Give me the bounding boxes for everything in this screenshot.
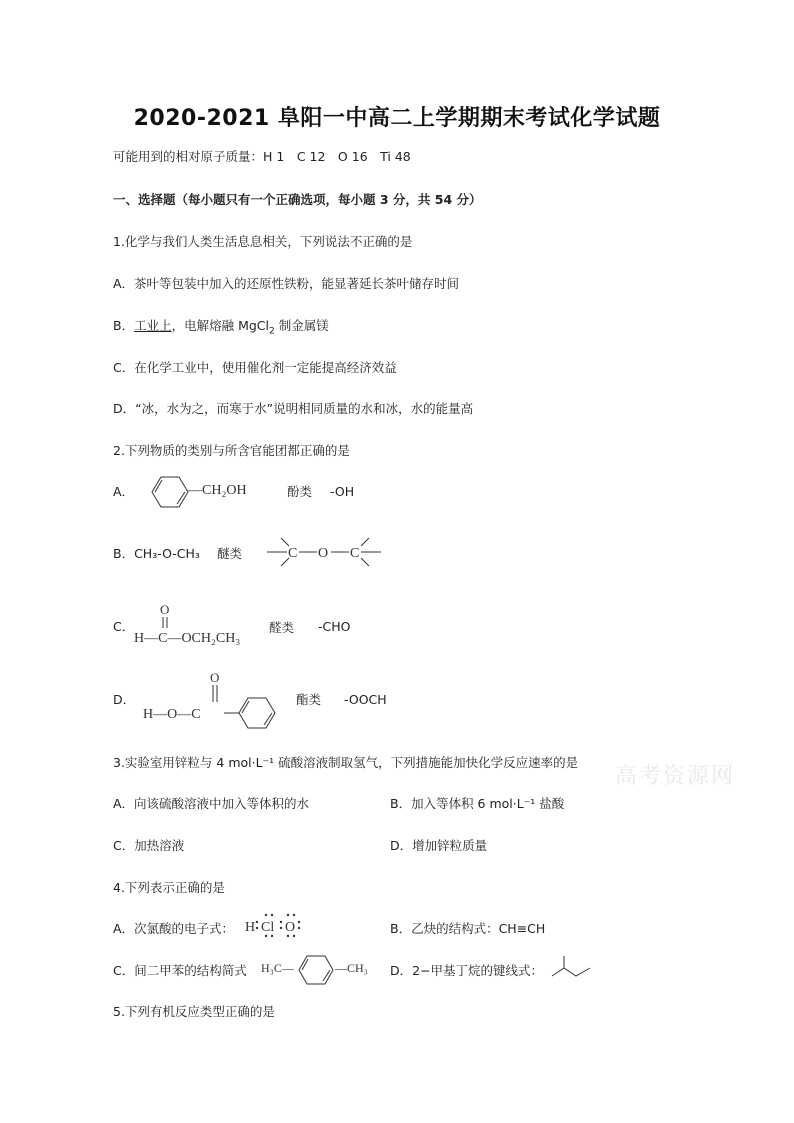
option-b: B．加入等体积 6 mol·L⁻¹ 盐酸 <box>390 796 565 811</box>
oxygen-atom: O <box>318 546 329 561</box>
oxygen-atom: O <box>160 602 170 617</box>
functional-group: -CHO <box>318 619 351 634</box>
class-label: 酚类 <box>287 484 313 499</box>
question-stem: 4.下列表示正确的是 <box>113 880 225 895</box>
class-label: 酯类 <box>296 692 322 707</box>
methyl-left: H₃C— <box>261 961 294 975</box>
option-a-label: A． <box>113 484 135 499</box>
option-b <box>113 320 329 337</box>
question-stem: 2.下列物质的类别与所含官能团都正确的是 <box>113 443 350 458</box>
functional-group: -OOCH <box>344 692 387 707</box>
oxygen-atom: O <box>210 670 220 685</box>
option-c: C．在化学工业中，使用催化剂一定能提高经济效益 <box>113 360 397 375</box>
option-d: D．“冰，水为之，而寒于水”说明相同质量的水和冰，水的能量高 <box>113 401 474 416</box>
section-heading: 一、选择题（每小题只有一个正确选项，每小题 3 分，共 54 分） <box>113 192 482 207</box>
ether-structure <box>265 527 385 577</box>
formula-main: H—O—C <box>143 707 201 722</box>
option-text: ，电解熔融 MgCl <box>171 318 269 333</box>
option-a: A．向该硫酸溶液中加入等体积的水 <box>113 796 310 811</box>
page-title: 2020-2021 阜阳一中高二上学期期末考试化学试题 <box>133 106 661 131</box>
watermark: 高考资源网 <box>615 764 736 789</box>
benzoic-acid-structure <box>141 668 281 728</box>
class-label: 醚类 <box>217 546 243 561</box>
option-text-end: 制金属镁 <box>274 318 329 333</box>
hydrogen-atom: H <box>245 920 256 935</box>
carbon-atom: C <box>288 546 298 561</box>
subscript: 2 <box>269 326 275 337</box>
chlorine-atom: Cl <box>261 920 275 935</box>
option-c: C．加热溶液 <box>113 838 185 853</box>
class-label: 醛类 <box>269 620 295 635</box>
question-stem: 5.下列有机反应类型正确的是 <box>113 1004 275 1019</box>
ethyl-formate-structure <box>132 601 262 647</box>
skeletal-formula <box>550 954 594 982</box>
question-stem: 3.实验室用锌粒与 4 mol·L⁻¹ 硫酸溶液制取氢气，下列措施能加快化学反应速率的是 <box>113 755 579 770</box>
carbon-atom: C <box>350 546 360 561</box>
option-label: B． <box>113 318 135 333</box>
benzene-ring-structure <box>296 953 336 987</box>
methyl-right: —CH₃ <box>335 961 368 975</box>
option-b-label: B．CH₃-O-CH₃ <box>113 546 200 561</box>
option-c-label: C．间二甲苯的结构简式 <box>113 963 247 978</box>
option-c-label: C． <box>113 619 135 634</box>
formula-main: H—C—OCH₂CH₃ <box>134 631 241 646</box>
option-b: B．乙炔的结构式：CH≡CH <box>390 921 546 936</box>
option-d-label: D．2−甲基丁烷的键线式： <box>390 963 544 978</box>
formula-ch2oh: —CH₂OH <box>188 483 247 498</box>
functional-group: -OH <box>330 484 355 499</box>
option-a-label: A．次氯酸的电子式： <box>113 921 235 936</box>
electron-dot-formula <box>244 912 300 940</box>
atomic-masses: 可能用到的相对原子质量：H 1 C 12 O 16 Ti 48 <box>113 149 411 164</box>
option-a: A．茶叶等包装中加入的还原性铁粉，能显著延长茶叶储存时间 <box>113 276 460 291</box>
option-d: D．增加锌粒质量 <box>390 838 488 853</box>
question-stem: 1.化学与我们人类生活息息相关，下列说法不正确的是 <box>113 234 413 249</box>
option-d-label: D． <box>113 692 136 707</box>
underlined-text: 工业上 <box>134 318 172 333</box>
oxygen-atom: O <box>285 920 296 935</box>
